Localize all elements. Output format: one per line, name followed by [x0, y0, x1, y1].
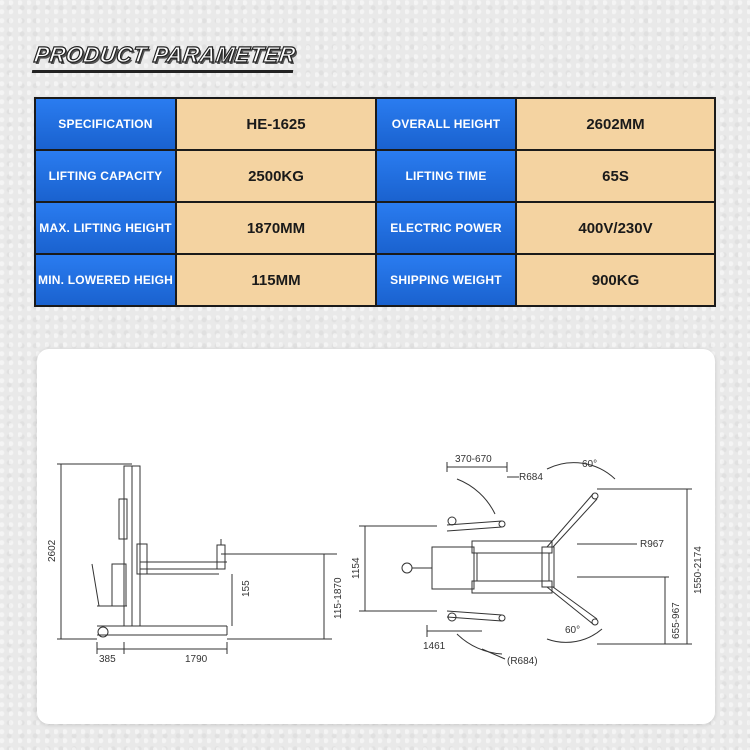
param-label: SPECIFICATION	[35, 98, 176, 150]
dim-arm-reach: 370-670	[455, 454, 492, 465]
parameter-table	[34, 97, 716, 307]
param-value: 115MM	[176, 254, 376, 306]
side-view	[47, 464, 344, 665]
param-label: LIFTING CAPACITY	[35, 150, 176, 202]
technical-drawing	[37, 349, 715, 724]
dim-height: 2602	[47, 539, 58, 562]
page-title: PRODUCT PARAMETER	[32, 42, 297, 73]
title-block	[32, 42, 298, 73]
param-label: OVERALL HEIGHT	[376, 98, 516, 150]
param-value: 2500KG	[176, 150, 376, 202]
table-row	[35, 254, 715, 306]
table-row	[35, 150, 715, 202]
param-label: MAX. LIFTING HEIGHT	[35, 202, 176, 254]
param-value: 400V/230V	[516, 202, 715, 254]
param-value: 2602MM	[516, 98, 715, 150]
param-value: 1870MM	[176, 202, 376, 254]
table-row	[35, 98, 715, 150]
dim-angle-top: 60°	[582, 459, 598, 470]
dim-base-front: 385	[99, 654, 116, 665]
dim-width: 1154	[351, 557, 362, 579]
dim-lift-range: 115-1870	[333, 577, 344, 619]
dim-base-length: 1790	[185, 654, 208, 665]
dim-inner: 655-967	[671, 602, 682, 639]
param-label: SHIPPING WEIGHT	[376, 254, 516, 306]
dim-radius-bottom: (R684)	[507, 656, 538, 667]
technical-drawing-card	[37, 349, 715, 724]
param-value: HE-1625	[176, 98, 376, 150]
param-label: MIN. LOWERED HEIGH	[35, 254, 176, 306]
dim-angle-bottom: 60°	[565, 625, 581, 636]
param-value: 900KG	[516, 254, 715, 306]
dim-radius-right: R967	[640, 539, 664, 550]
param-label: LIFTING TIME	[376, 150, 516, 202]
dim-span: 1550-2174	[693, 546, 704, 594]
dim-arm: 155	[241, 580, 252, 597]
dim-length: 1461	[423, 641, 446, 652]
top-view	[351, 454, 704, 667]
param-label: ELECTRIC POWER	[376, 202, 516, 254]
param-value: 65S	[516, 150, 715, 202]
table-row	[35, 202, 715, 254]
dim-radius-top: R684	[519, 472, 543, 483]
